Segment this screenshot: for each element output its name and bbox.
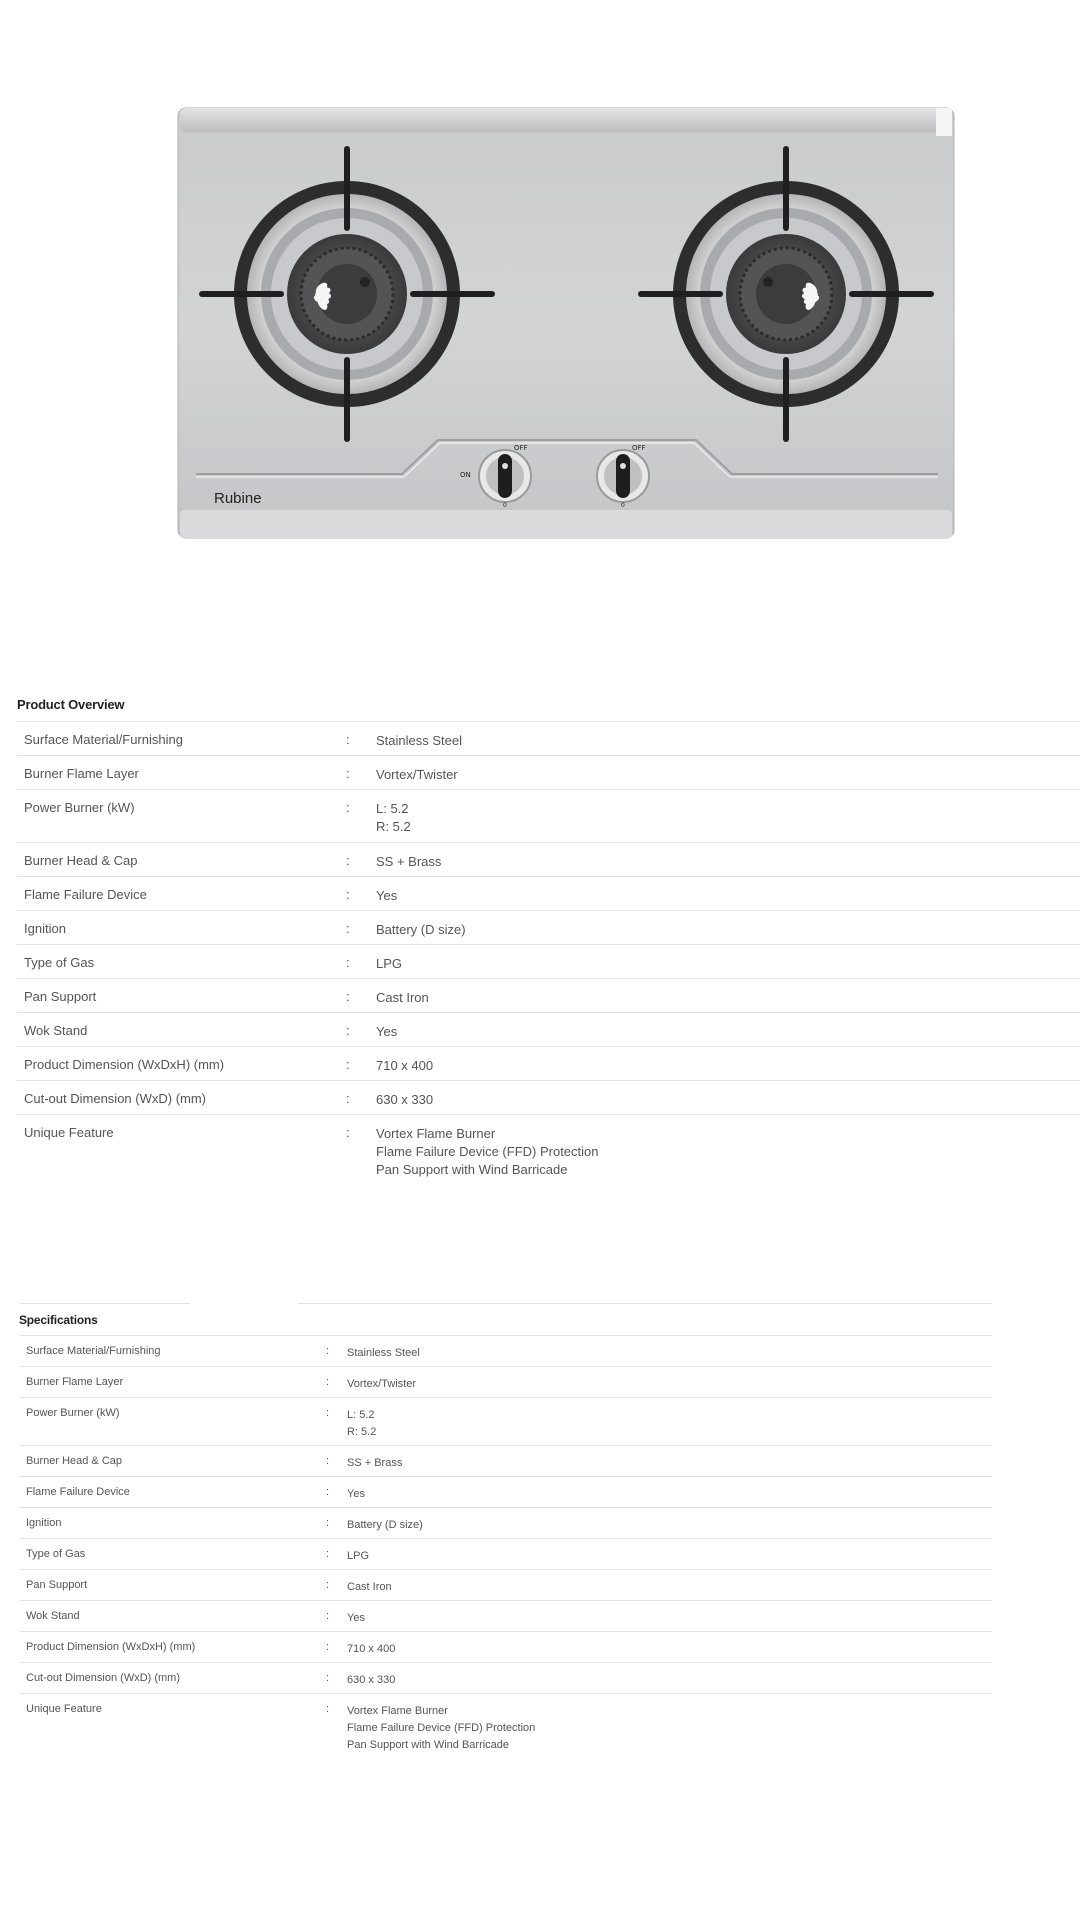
right-knob: [597, 450, 649, 502]
row-label: Burner Head & Cap: [26, 1455, 122, 1467]
row-separator: :: [346, 766, 350, 781]
row-label: Flame Failure Device: [24, 887, 147, 902]
table-row: [17, 756, 1080, 790]
row-value: [376, 756, 1080, 790]
row-separator: :: [346, 921, 350, 936]
specifications-title: Specifications: [19, 1313, 98, 1327]
table-row: [19, 1539, 992, 1570]
row-value-line: L: 5.2: [376, 801, 409, 816]
table-row: [17, 1115, 1080, 1187]
row-value-line: Yes: [347, 1612, 365, 1624]
row-value: [347, 1336, 992, 1367]
row-separator: :: [326, 1610, 330, 1622]
table-row: [19, 1367, 992, 1398]
row-value: [376, 1081, 1080, 1115]
row-value: [376, 1115, 1080, 1187]
row-value-line: SS + Brass: [376, 854, 442, 869]
row-value: [376, 877, 1080, 911]
row-separator: :: [346, 800, 350, 815]
row-value: [376, 979, 1080, 1013]
row-value: [347, 1477, 992, 1508]
left-knob-off-label: OFF: [514, 444, 528, 452]
row-value-line: Vortex/Twister: [347, 1378, 417, 1390]
row-value-line: 710 x 400: [376, 1058, 434, 1073]
row-separator: :: [346, 887, 350, 902]
row-label: Type of Gas: [24, 955, 95, 970]
row-value: [347, 1632, 992, 1663]
row-value: [347, 1570, 992, 1601]
row-value-line: 710 x 400: [347, 1643, 396, 1655]
row-label: Product Dimension (WxDxH) (mm): [26, 1641, 196, 1653]
right-knob-zero-label: 0: [621, 502, 625, 509]
row-separator: :: [346, 1091, 350, 1106]
row-label: Cut-out Dimension (WxD) (mm): [26, 1672, 181, 1684]
row-value-line: Battery (D size): [376, 922, 466, 937]
product-image: [176, 104, 956, 544]
row-separator: :: [346, 732, 350, 747]
table-row: [19, 1477, 992, 1508]
row-label: Type of Gas: [26, 1548, 86, 1560]
row-label: Unique Feature: [24, 1125, 114, 1140]
row-value: [347, 1601, 992, 1632]
row-value: [347, 1663, 992, 1694]
row-value: [376, 945, 1080, 979]
overview-title: Product Overview: [17, 697, 125, 712]
row-label: Surface Material/Furnishing: [24, 732, 183, 747]
row-value-line: SS + Brass: [347, 1457, 403, 1469]
table-row: [17, 1047, 1080, 1081]
table-row: [17, 877, 1080, 911]
specifications-top-rule: [298, 1303, 992, 1304]
row-label: Burner Flame Layer: [24, 766, 139, 781]
row-value: [376, 790, 1080, 843]
right-knob-off-label: OFF: [632, 444, 646, 452]
row-separator: :: [346, 989, 350, 1004]
row-value: [347, 1446, 992, 1477]
table-row: [19, 1663, 992, 1694]
row-value: [347, 1508, 992, 1539]
row-label: Surface Material/Furnishing: [26, 1345, 161, 1357]
row-separator: :: [346, 1125, 350, 1140]
row-separator: :: [326, 1486, 330, 1498]
row-value-line: Stainless Steel: [376, 733, 462, 748]
specifications-table: [19, 1335, 992, 1759]
row-label: Power Burner (kW): [26, 1407, 120, 1419]
row-separator: :: [326, 1548, 330, 1560]
row-value-line: Battery (D size): [347, 1519, 423, 1531]
row-label: Ignition: [26, 1517, 62, 1529]
row-value-line: LPG: [347, 1550, 370, 1562]
row-separator: :: [326, 1641, 330, 1653]
row-value-line: Flame Failure Device (FFD) Protection: [376, 1144, 599, 1159]
row-value: [376, 1047, 1080, 1081]
table-row: [19, 1601, 992, 1632]
row-value-line: Yes: [347, 1488, 365, 1500]
table-row: [19, 1398, 992, 1446]
row-value-line: Stainless Steel: [347, 1347, 420, 1359]
row-value-line: L: 5.2: [347, 1409, 375, 1421]
table-row: [19, 1508, 992, 1539]
row-label: Wok Stand: [26, 1610, 80, 1622]
row-separator: :: [326, 1345, 330, 1357]
row-label: Pan Support: [26, 1579, 88, 1591]
row-value-line: Vortex Flame Burner: [376, 1126, 496, 1141]
row-value-line: 630 x 330: [347, 1674, 396, 1686]
row-label: Unique Feature: [26, 1703, 102, 1715]
left-knob-on-label: ON: [460, 471, 471, 479]
row-value-line: Flame Failure Device (FFD) Protection: [347, 1722, 536, 1734]
row-separator: :: [326, 1703, 330, 1715]
row-value-line: R: 5.2: [376, 819, 411, 834]
row-label: Cut-out Dimension (WxD) (mm): [24, 1091, 207, 1106]
row-value-line: Cast Iron: [376, 990, 429, 1005]
row-value: [347, 1367, 992, 1398]
row-label: Ignition: [24, 921, 66, 936]
table-row: [17, 790, 1080, 843]
brand-logo: Rubine: [214, 490, 262, 507]
left-knob: [479, 450, 531, 502]
row-value: [376, 843, 1080, 877]
row-value: [376, 1013, 1080, 1047]
row-value-line: Cast Iron: [347, 1581, 392, 1593]
row-value-line: Yes: [376, 888, 398, 903]
row-value: [376, 911, 1080, 945]
row-value: [347, 1694, 992, 1759]
row-separator: :: [346, 853, 350, 868]
overview-table: [17, 721, 1080, 1187]
row-value-line: Pan Support with Wind Barricade: [376, 1162, 568, 1177]
row-separator: :: [326, 1407, 330, 1419]
table-row: [17, 843, 1080, 877]
table-row: [17, 979, 1080, 1013]
row-label: Wok Stand: [24, 1023, 88, 1038]
row-separator: :: [346, 1057, 350, 1072]
row-separator: :: [346, 955, 350, 970]
row-label: Product Dimension (WxDxH) (mm): [24, 1057, 225, 1072]
row-value-line: Pan Support with Wind Barricade: [347, 1739, 510, 1751]
row-label: Power Burner (kW): [24, 800, 135, 815]
row-separator: :: [326, 1517, 330, 1529]
row-separator: :: [346, 1023, 350, 1038]
row-value-line: LPG: [376, 956, 403, 971]
table-row: [19, 1446, 992, 1477]
row-value: [376, 722, 1080, 756]
table-row: [19, 1694, 992, 1759]
row-label: Pan Support: [24, 989, 97, 1004]
row-value-line: 630 x 330: [376, 1092, 434, 1107]
table-row: [19, 1336, 992, 1367]
row-value-line: Vortex/Twister: [376, 767, 458, 782]
row-value-line: Vortex Flame Burner: [347, 1705, 448, 1717]
row-separator: :: [326, 1455, 330, 1467]
table-row: [19, 1632, 992, 1663]
left-knob-zero-label: 0: [503, 502, 507, 509]
row-label: Burner Head & Cap: [24, 853, 138, 868]
row-label: Burner Flame Layer: [26, 1376, 124, 1388]
row-separator: :: [326, 1376, 330, 1388]
row-separator: :: [326, 1672, 330, 1684]
row-value: [347, 1398, 992, 1446]
table-row: [17, 911, 1080, 945]
row-separator: :: [326, 1579, 330, 1591]
table-row: [19, 1570, 992, 1601]
row-value-line: R: 5.2: [347, 1426, 377, 1438]
table-row: [17, 722, 1080, 756]
row-label: Flame Failure Device: [26, 1486, 130, 1498]
specifications-top-rule: [19, 1303, 190, 1304]
table-row: [17, 1081, 1080, 1115]
row-value: [347, 1539, 992, 1570]
row-value-line: Yes: [376, 1024, 398, 1039]
table-row: [17, 1013, 1080, 1047]
table-row: [17, 945, 1080, 979]
